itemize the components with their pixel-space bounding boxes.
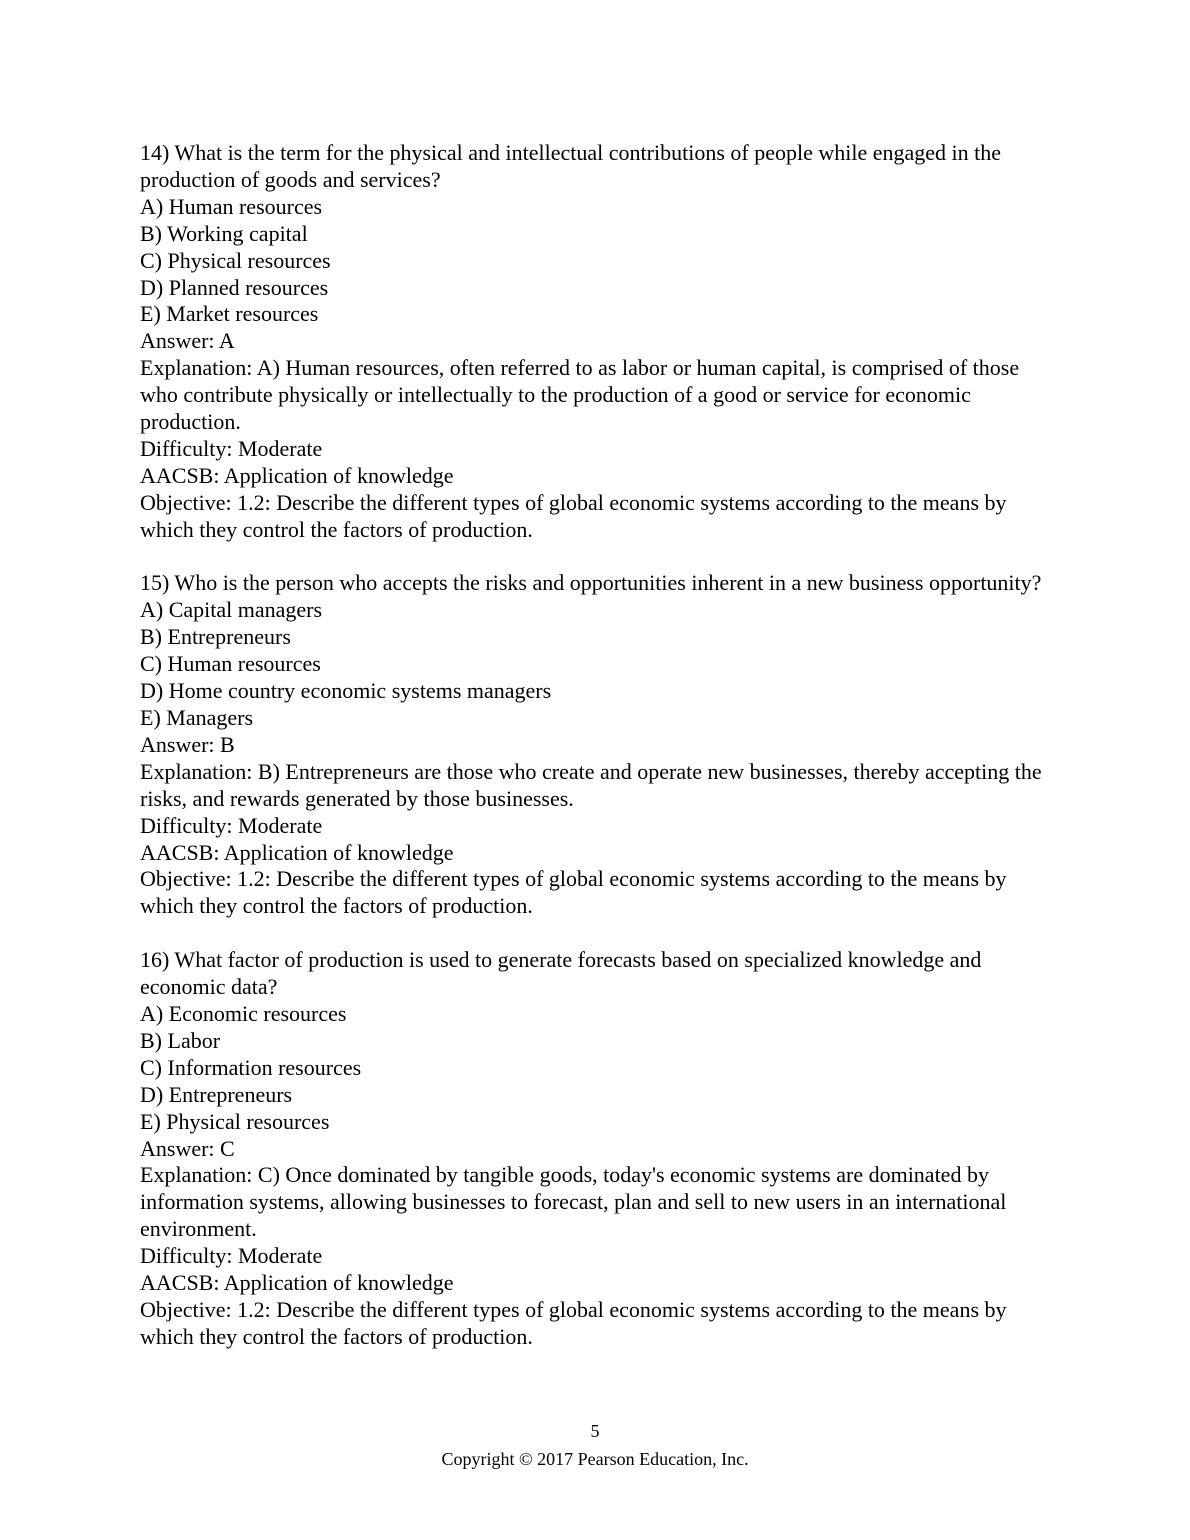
page-number: 5: [590, 1421, 600, 1441]
option-e: E) Managers: [140, 705, 254, 731]
question-list: [140, 140, 1060, 1378]
answer: Answer: B: [140, 731, 235, 757]
explanation: Explanation: A) Human resources, often referred to as labor or human capital, is comprised of those who contribute physically or intellectually to the production of a good or service for economic production.: [140, 355, 1020, 435]
objective: Objective: 1.2: Describe the different types of global economic systems according to the means by which they control the factors of production.: [140, 866, 1007, 919]
aacsb: AACSB: Application of knowledge: [140, 1270, 454, 1296]
aacsb: AACSB: Application of knowledge: [140, 462, 454, 488]
explanation: Explanation: B) Entrepreneurs are those who create and operate new businesses, thereby accepting the risks, and rewards generated by those businesses.: [140, 758, 1042, 811]
option-a: A) Human resources: [140, 193, 323, 219]
answer: Answer: A: [140, 328, 235, 354]
option-d: D) Home country economic systems managers: [140, 678, 552, 704]
question-16: [140, 947, 1060, 1351]
objective: Objective: 1.2: Describe the different types of global economic systems according to the means by which they control the factors of production.: [140, 1296, 1007, 1349]
objective: Objective: 1.2: Describe the different types of global economic systems according to the means by which they control the factors of production.: [140, 489, 1007, 542]
option-a: A) Economic resources: [140, 1000, 347, 1026]
question-stem: 14) What is the term for the physical and intellectual contributions of people while engaged in the production of goods and services?: [140, 140, 1002, 192]
option-b: B) Working capital: [140, 220, 308, 246]
option-e: E) Market resources: [140, 301, 319, 327]
option-b: B) Labor: [140, 1027, 221, 1053]
question-14: [140, 140, 1060, 544]
option-e: E) Physical resources: [140, 1108, 330, 1134]
question-stem: 16) What factor of production is used to generate forecasts based on specialized knowledge and economic data?: [140, 947, 982, 1000]
answer: Answer: C: [140, 1135, 235, 1161]
option-c: C) Physical resources: [140, 247, 331, 273]
option-a: A) Capital managers: [140, 597, 323, 623]
question-15: [140, 570, 1060, 920]
explanation: Explanation: C) Once dominated by tangible goods, today's economic systems are dominated by information systems, allowing businesses to forecast, plan and sell to new users in an international environment.: [140, 1162, 1007, 1242]
aacsb: AACSB: Application of knowledge: [140, 839, 454, 865]
difficulty: Difficulty: Moderate: [140, 435, 323, 461]
option-c: C) Human resources: [140, 651, 321, 677]
option-c: C) Information resources: [140, 1054, 362, 1080]
option-d: D) Planned resources: [140, 274, 329, 300]
difficulty: Difficulty: Moderate: [140, 812, 323, 838]
option-b: B) Entrepreneurs: [140, 624, 291, 650]
difficulty: Difficulty: Moderate: [140, 1243, 323, 1269]
option-d: D) Entrepreneurs: [140, 1081, 293, 1107]
question-stem: 15) Who is the person who accepts the risks and opportunities inherent in a new business opportunity?: [140, 570, 1042, 596]
copyright-notice: Copyright © 2017 Pearson Education, Inc.: [441, 1449, 749, 1469]
